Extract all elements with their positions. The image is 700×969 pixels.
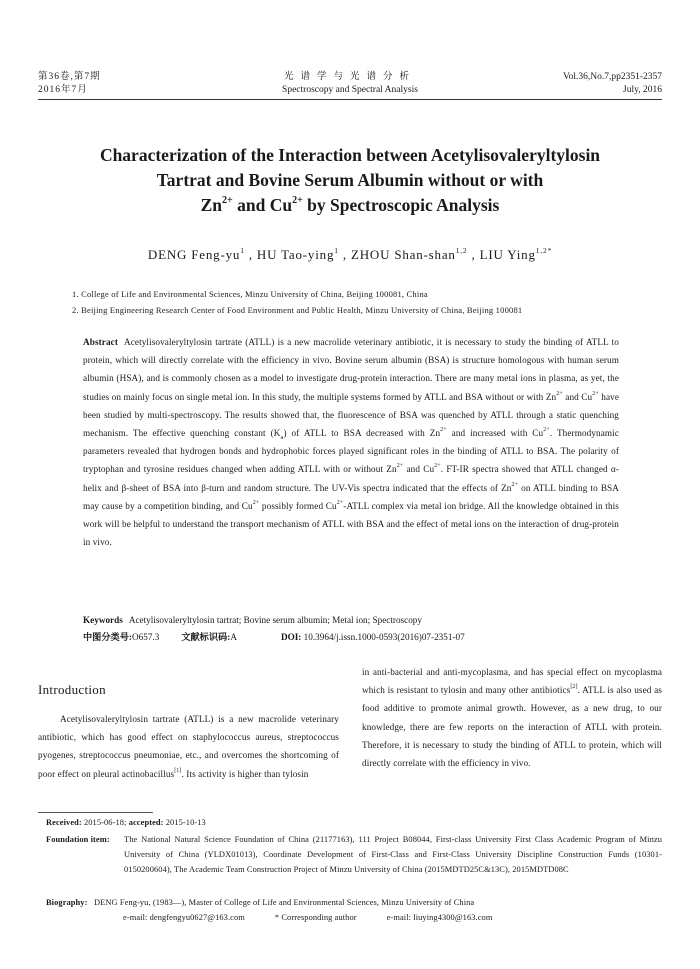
author-email: e-mail: dengfengyu0627@163.com: [123, 913, 245, 922]
footnote-rule: [38, 812, 153, 813]
abstract-sup: 2+: [396, 463, 404, 470]
abstract-sup: 2+: [440, 427, 447, 434]
doi-value: 10.3964/j.issn.1000-0593(2016)07-2351-07: [303, 632, 465, 642]
classification-line: [83, 629, 623, 645]
intro-left-tail: . Its activity is higher than tylosin: [181, 768, 309, 779]
affiliation-2: 2. Beijing Engineering Research Center of Food Environment and Public Health, Minzu University of China, Beijing 100081: [72, 305, 523, 315]
abstract-sup: 2+: [592, 390, 599, 397]
abstract-sup: 2+: [336, 499, 344, 506]
abstract-text: ) of ATLL to BSA decreased with Zn: [283, 428, 441, 439]
affiliation-1: 1. College of Life and Environmental Sciences, Minzu University of China, Beijing 100081, China: [72, 289, 428, 299]
author-1-sup: 1: [240, 246, 245, 255]
journal-volume-cn: [38, 71, 101, 97]
abstract-text: . FT-IR spectra showed that ATLL changed α-helix and β-sheet of BSA into β-turn and random structure. The UV-Vis spectra indicated that the effects of Zn: [83, 464, 619, 493]
author-2: , HU Tao-ying: [248, 247, 335, 262]
citation-1: [1]: [174, 767, 182, 774]
foundation-label: Foundation item:: [46, 835, 110, 844]
abstract-label: Abstract: [83, 337, 118, 347]
abstract-text: possibly formed Cu: [259, 500, 337, 511]
abstract-text: Acetylisovaleryltylosin tartrate (ATLL) is a new macrolide veterinary antibiotic, it is necessary to study the binding of ATLL to protein, which will directly correlate with the efficiency in vivo. Bovine serum albumin (BSA) is structure homologous with human serum albumin (HSA), and is commonly chosen as a model to investigate drug-protein interaction. There are many metal ions in plasma, as yet, the studies on mainly focus on single metal ion. In this study, the multiple systems formed by ATLL and BSA without or with Zn: [83, 337, 619, 402]
author-3: , ZHOU Shan-shan: [342, 247, 456, 262]
foundation-item: [46, 832, 662, 877]
abstract-text: and Cu: [403, 464, 435, 475]
accepted-label: accepted:: [128, 818, 164, 827]
author-2-sup: 1: [334, 246, 339, 255]
date-cn: 2016年7月: [38, 85, 88, 95]
clc-value: O657.3: [132, 632, 160, 642]
abstract-text: and Cu: [562, 391, 593, 402]
volume-issue-cn: 第36卷,第7期: [38, 72, 101, 82]
accepted-date: 2015-10-13: [165, 818, 206, 827]
title-rest: by Spectroscopic Analysis: [302, 195, 500, 215]
biography-label: Biography:: [46, 898, 88, 907]
introduction-paragraph-left: [38, 710, 339, 783]
doi-label: DOI:: [280, 632, 302, 642]
received-date: 2015-06-18;: [83, 818, 127, 827]
abstract-text: on ATLL binding to BSA may cause by a competition binding, and Cu: [83, 482, 619, 511]
clc-label: 中图分类号:: [83, 632, 132, 642]
doc-code-value: A: [230, 632, 237, 642]
abstract-text: and increased with Cu: [446, 428, 544, 439]
abstract-sup: 2+: [543, 427, 550, 434]
introduction-heading: Introduction: [38, 682, 106, 697]
abstract-sup: 2+: [556, 390, 563, 397]
introduction-paragraph-right: [362, 663, 662, 772]
author-4: , LIU Ying: [471, 247, 536, 262]
biography-line: DENG Feng-yu, (1983—), Master of College of Life and Environmental Sciences, Minzu University of China: [94, 898, 475, 907]
author-1: DENG Feng-yu: [147, 247, 241, 262]
title-line-2: Tartrat and Bovine Serum Albumin without or with: [156, 170, 544, 190]
journal-volume-en: [563, 71, 662, 97]
paper-title: [40, 143, 660, 218]
journal-name-en: Spectroscopy and Spectral Analysis: [282, 85, 418, 95]
left-column: [38, 663, 339, 783]
title-line-3: [40, 193, 660, 218]
abstract-text: have been studied by multi-spectroscopy. The results showed that, the fluorescence of BSA was quenched by ATLL through a static quenching mechanism. The effective quenching constant (K: [83, 391, 620, 439]
intro-left-text: Acetylisovaleryltylosin tartrate (ATLL) is a new macrolide veterinary antibiotic, which has good effect on staphylococcus aureus, streptococcus pyogenes, streptococcus pneumoniae, etc., and overcomes the shortcoming of poor effect on pleural actinobacillus: [38, 714, 339, 779]
corresponding-email: e-mail: liuying4300@163.com: [386, 913, 493, 922]
volume-pages: Vol.36,No.7,pp2351-2357: [562, 72, 662, 82]
header-rule: [38, 99, 662, 100]
keywords-text: Acetylisovaleryltylosin tartrat; Bovine serum albumin; Metal ion; Spectroscopy: [128, 615, 422, 625]
journal-name: [250, 71, 450, 97]
abstract-text: . Thermodynamic parameters revealed that hydrogen bonds and hydrophobic forces played significant roles in the binding of ATLL to BSA. The polarity of tryptophan and tyrosine residues changed when adding ATLL with or without Zn: [83, 428, 619, 475]
author-3-sup: 1,2: [455, 246, 468, 255]
author-list: [40, 247, 660, 263]
abstract-text: -ATLL complex via metal ion bridge. All the knowledge obtained in this work will be helpful to understand the transport mechanism of ATLL with BSA and the effect of metal ions on the interaction of drug-protein in vivo.: [83, 500, 619, 548]
abstract-sup: 2+: [252, 499, 260, 506]
title-cu: Cu: [269, 195, 293, 215]
title-zn-sup: 2+: [222, 195, 233, 206]
title-zn: Zn: [200, 195, 223, 215]
received-line: [46, 815, 206, 830]
doc-code-label: 文献标识码:: [181, 632, 231, 642]
title-and: and: [232, 195, 270, 215]
intro-right-tail: . ATLL is also used as food additive to promote animal growth. However, as a new drug, to our knowledge, there are few reports on the interaction of ATLL with protein. Therefore, it is necessary to study the binding of ATLL to protein, which will directly correlate with the efficiency in vivo.: [362, 685, 662, 769]
contact-line: [94, 910, 662, 925]
abstract-sup: 2+: [511, 481, 519, 488]
journal-name-cn: 光谱学与光谱分析: [283, 72, 416, 82]
biography: [46, 895, 662, 925]
right-column: [362, 663, 662, 772]
received-label: Received:: [46, 818, 82, 827]
title-cu-sup: 2+: [292, 195, 303, 206]
intro-right-text: in anti-bacterial and anti-mycoplasma, and has special effect on mycoplasma which is resistant to tylosin and many other antibiotics: [362, 667, 662, 696]
abstract-sup: 2+: [434, 463, 441, 470]
citation-2: [2]: [570, 684, 578, 691]
abstract-sub: a: [280, 433, 284, 441]
biography-text: [94, 895, 662, 925]
date-en: July, 2016: [623, 85, 662, 95]
foundation-text: The National Natural Science Foundation of China (21177163), 111 Project B08044, First-class University First Class Academic Program of Minzu University of China (YLDX01013), Coordinate Development of First-Class and First-Class University Discipline Construction Funds (10301-0150200604), The Academic Team Construction Project of Minzu University of China (2015MDTD25C&13C), 2015MDTD08C: [124, 835, 662, 874]
author-4-sup: 1,2*: [535, 246, 553, 255]
title-line-1: Characterization of the Interaction between Acetylisovaleryltylosin: [99, 145, 601, 165]
keywords-label: Keywords: [83, 615, 123, 625]
abstract: [83, 333, 619, 551]
keywords: [83, 612, 623, 628]
corresponding-note: * Corresponding author: [274, 913, 357, 922]
